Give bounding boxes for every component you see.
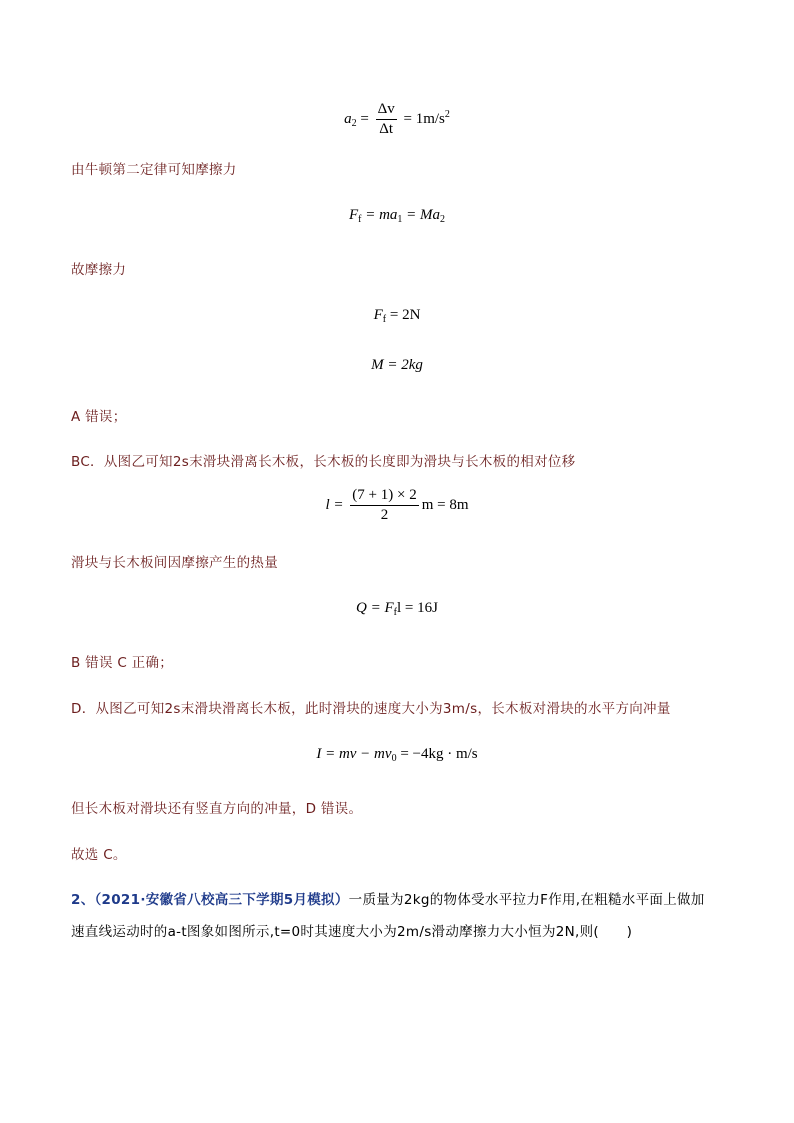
text-bc-analysis: BC．从图乙可知2s末滑块滑离长木板，长木板的长度即为滑块与长木板的相对位移 (71, 454, 576, 470)
text-a-wrong: A 错误； (71, 409, 127, 425)
text-therefore-friction: 故摩擦力 (71, 262, 127, 278)
equation-heat: $Q = F_fl = 16J$ (356, 600, 438, 618)
text-d-analysis: D．从图乙可知2s末滑块滑离长木板，此时滑块的速度大小为3m/s，长木板对滑块的水平方向冲量 (71, 701, 671, 717)
question-number: 2、 (71, 892, 95, 908)
text-vertical-impulse: 但长木板对滑块还有竖直方向的冲量，D 错误。 (71, 801, 363, 817)
question-2-line-1: 2、（2021·安徽省八校高三下学期5月模拟）一质量为2kg的物体受水平拉力F作用,在粗糙水平面上做加 (71, 892, 705, 908)
text-answer-c: 故选 C。 (71, 847, 127, 863)
equation-friction-newton: $F_f = ma_1 = Ma_2$ (348, 207, 446, 225)
equation-impulse: I = mv − $mv_0 = -4kg \cdot m/s$ (316, 746, 478, 764)
text-newton-second-law: 由牛顿第二定律可知摩擦力 (71, 162, 237, 178)
question-source: （2021·安徽省八校高三下学期5月模拟） (94, 892, 349, 908)
text-heat-generated: 滑块与长木板间因摩擦产生的热量 (71, 555, 278, 571)
question-2-line-2: 速直线运动时的a-t图象如图所示,t=0时其速度大小为2m/s滑动摩擦力大小恒为2N,则( ) (71, 924, 633, 940)
text-b-wrong-c-right: B 错误 C 正确； (71, 655, 174, 671)
equation-length: l = $\frac{(7 + 1) \times 2}{2}$ m = 8m (325, 487, 469, 523)
equation-mass: M = 2kg (371, 357, 423, 373)
equation-a2: $a_2$ = $\frac{\Delta v}{\Delta t}$ = $1m/s^2$ (344, 101, 450, 137)
equation-friction-value: $F_f = 2N$ (373, 307, 421, 325)
